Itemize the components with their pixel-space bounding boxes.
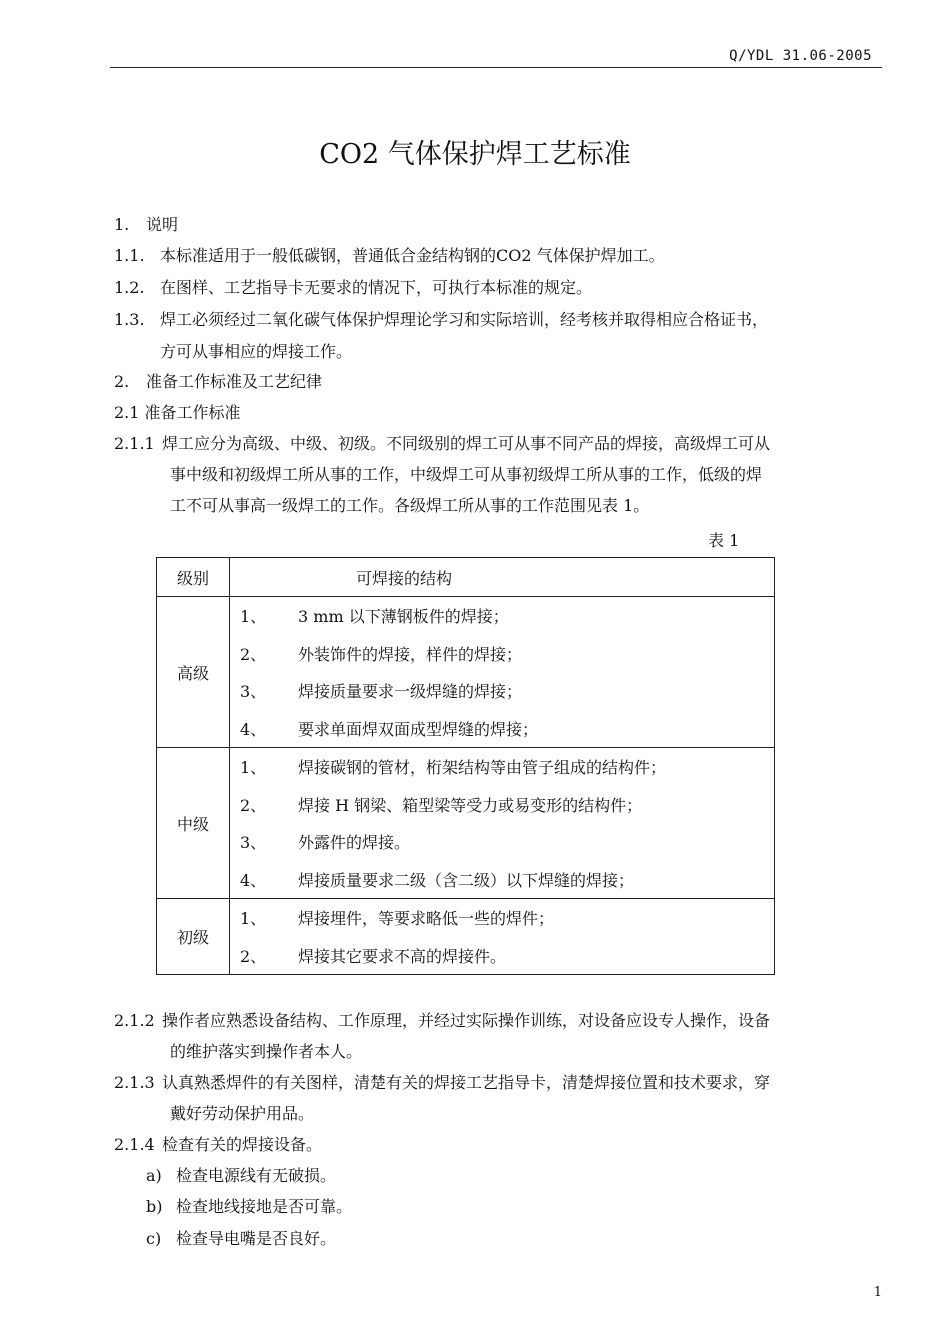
- list-item: 2、 焊接 H 钢梁、箱型梁等受力或易变形的结构件；: [240, 795, 643, 815]
- list-item: 2、 外装饰件的焊接，样件的焊接；: [240, 644, 523, 664]
- check-item-c: [146, 1226, 336, 1249]
- check-mark: a): [146, 1166, 162, 1185]
- clause-number: 2.1.2: [114, 1011, 155, 1030]
- page-number: 1: [873, 1285, 882, 1300]
- clause-number: 2.1.3: [114, 1073, 155, 1092]
- clause-text: 焊工必须经过二氧化碳气体保护焊理论学习和实际培训，经考核并取得相应合格证书，: [160, 310, 769, 329]
- items-cell: [230, 597, 775, 748]
- check-item-b: [146, 1194, 352, 1217]
- clause-number: 1.1.: [114, 246, 145, 265]
- clause-number: 1.3.: [114, 310, 145, 329]
- check-mark: b): [146, 1197, 163, 1216]
- section-1-heading: [114, 212, 178, 235]
- section-number: 1.: [114, 215, 130, 234]
- section-text: 准备工作标准及工艺纪律: [146, 372, 323, 391]
- grade-cell: 中级: [157, 748, 230, 899]
- clause-1-3-line2: 方可从事相应的焊接工作。: [160, 342, 353, 361]
- clause-2-1-2-line2: 的维护落实到操作者本人。: [170, 1042, 363, 1061]
- header-structures: 可焊接的结构: [230, 558, 775, 597]
- table-header-row: [157, 558, 775, 597]
- clause-number: 2.1.4: [114, 1135, 155, 1154]
- clause-2-1-1-line3: 工不可从事高一级焊工的工作。各级焊工所从事的工作范围见表 1。: [170, 496, 650, 515]
- check-text: 检查电源线有无破损。: [176, 1166, 337, 1185]
- clause-2-1: 2.1 准备工作标准: [114, 403, 241, 422]
- list-item: 3、 焊接质量要求一级焊缝的焊接；: [240, 682, 523, 702]
- table-row-junior: [157, 899, 775, 975]
- document-title: CO2 气体保护焊工艺标准: [319, 139, 631, 170]
- table-caption: 表 1: [708, 531, 740, 550]
- header-rule: [110, 67, 882, 68]
- check-text: 检查地线接地是否可靠。: [176, 1197, 353, 1216]
- clause-1-3-line1: [114, 307, 768, 330]
- list-item: 3、 外露件的焊接。: [240, 833, 411, 853]
- check-mark: c): [146, 1229, 162, 1248]
- section-number: 2.: [114, 372, 130, 391]
- section-2-heading: [114, 369, 322, 392]
- clause-number: 2.1.1: [114, 434, 155, 453]
- clause-text: 焊工应分为高级、中级、初级。不同级别的焊工可从事不同产品的焊接，高级焊工可从: [162, 434, 771, 453]
- check-item-a: [146, 1163, 336, 1186]
- items-cell: [230, 899, 775, 975]
- clause-2-1-1-line1: [114, 431, 770, 454]
- clause-2-1-2-line1: [114, 1008, 770, 1031]
- list-item: 1、 3 mm 以下薄钢板件的焊接；: [240, 607, 509, 627]
- clause-text: 操作者应熟悉设备结构、工作原理，并经过实际操作训练，对设备应设专人操作，设备: [162, 1011, 771, 1030]
- list-item: 4、 焊接质量要求二级（含二级）以下焊缝的焊接；: [240, 870, 635, 890]
- section-text: 说明: [146, 215, 179, 234]
- welder-grade-table: [156, 557, 775, 975]
- list-item: 4、 要求单面焊双面成型焊缝的焊接；: [240, 719, 539, 739]
- table-row-advanced: [157, 597, 775, 748]
- clause-2-1-3-line1: [114, 1070, 770, 1093]
- list-item: 1、 焊接碳钢的管材，桁架结构等由管子组成的结构件；: [240, 758, 667, 778]
- clause-text: 在图样、工艺指导卡无要求的情况下，可执行本标准的规定。: [160, 278, 593, 297]
- clause-1-1: [114, 243, 665, 266]
- clause-number: 1.2.: [114, 278, 145, 297]
- list-item: 1、 焊接埋件，等要求略低一些的焊件；: [240, 909, 555, 929]
- grade-cell: 初级: [157, 899, 230, 975]
- clause-text: 本标准适用于一般低碳钢，普通低合金结构钢的CO2 气体保护焊加工。: [160, 246, 665, 265]
- clause-text: 检查有关的焊接设备。: [162, 1135, 323, 1154]
- header-grade: 级别: [157, 558, 230, 597]
- check-text: 检查导电嘴是否良好。: [176, 1229, 337, 1248]
- clause-1-2: [114, 275, 592, 298]
- document-code: Q/YDL 31.06-2005: [729, 48, 872, 64]
- grade-cell: 高级: [157, 597, 230, 748]
- clause-2-1-4: [114, 1132, 322, 1155]
- table-row-intermediate: [157, 748, 775, 899]
- clause-2-1-1-line2: 事中级和初级焊工所从事的工作，中级焊工可从事初级焊工所从事的工作，低级的焊: [170, 465, 763, 484]
- clause-2-1-3-line2: 戴好劳动保护用品。: [170, 1104, 315, 1123]
- items-cell: [230, 748, 775, 899]
- list-item: 2、 焊接其它要求不高的焊接件。: [240, 946, 507, 966]
- clause-text: 认真熟悉焊件的有关图样，清楚有关的焊接工艺指导卡，清楚焊接位置和技术要求，穿: [162, 1073, 771, 1092]
